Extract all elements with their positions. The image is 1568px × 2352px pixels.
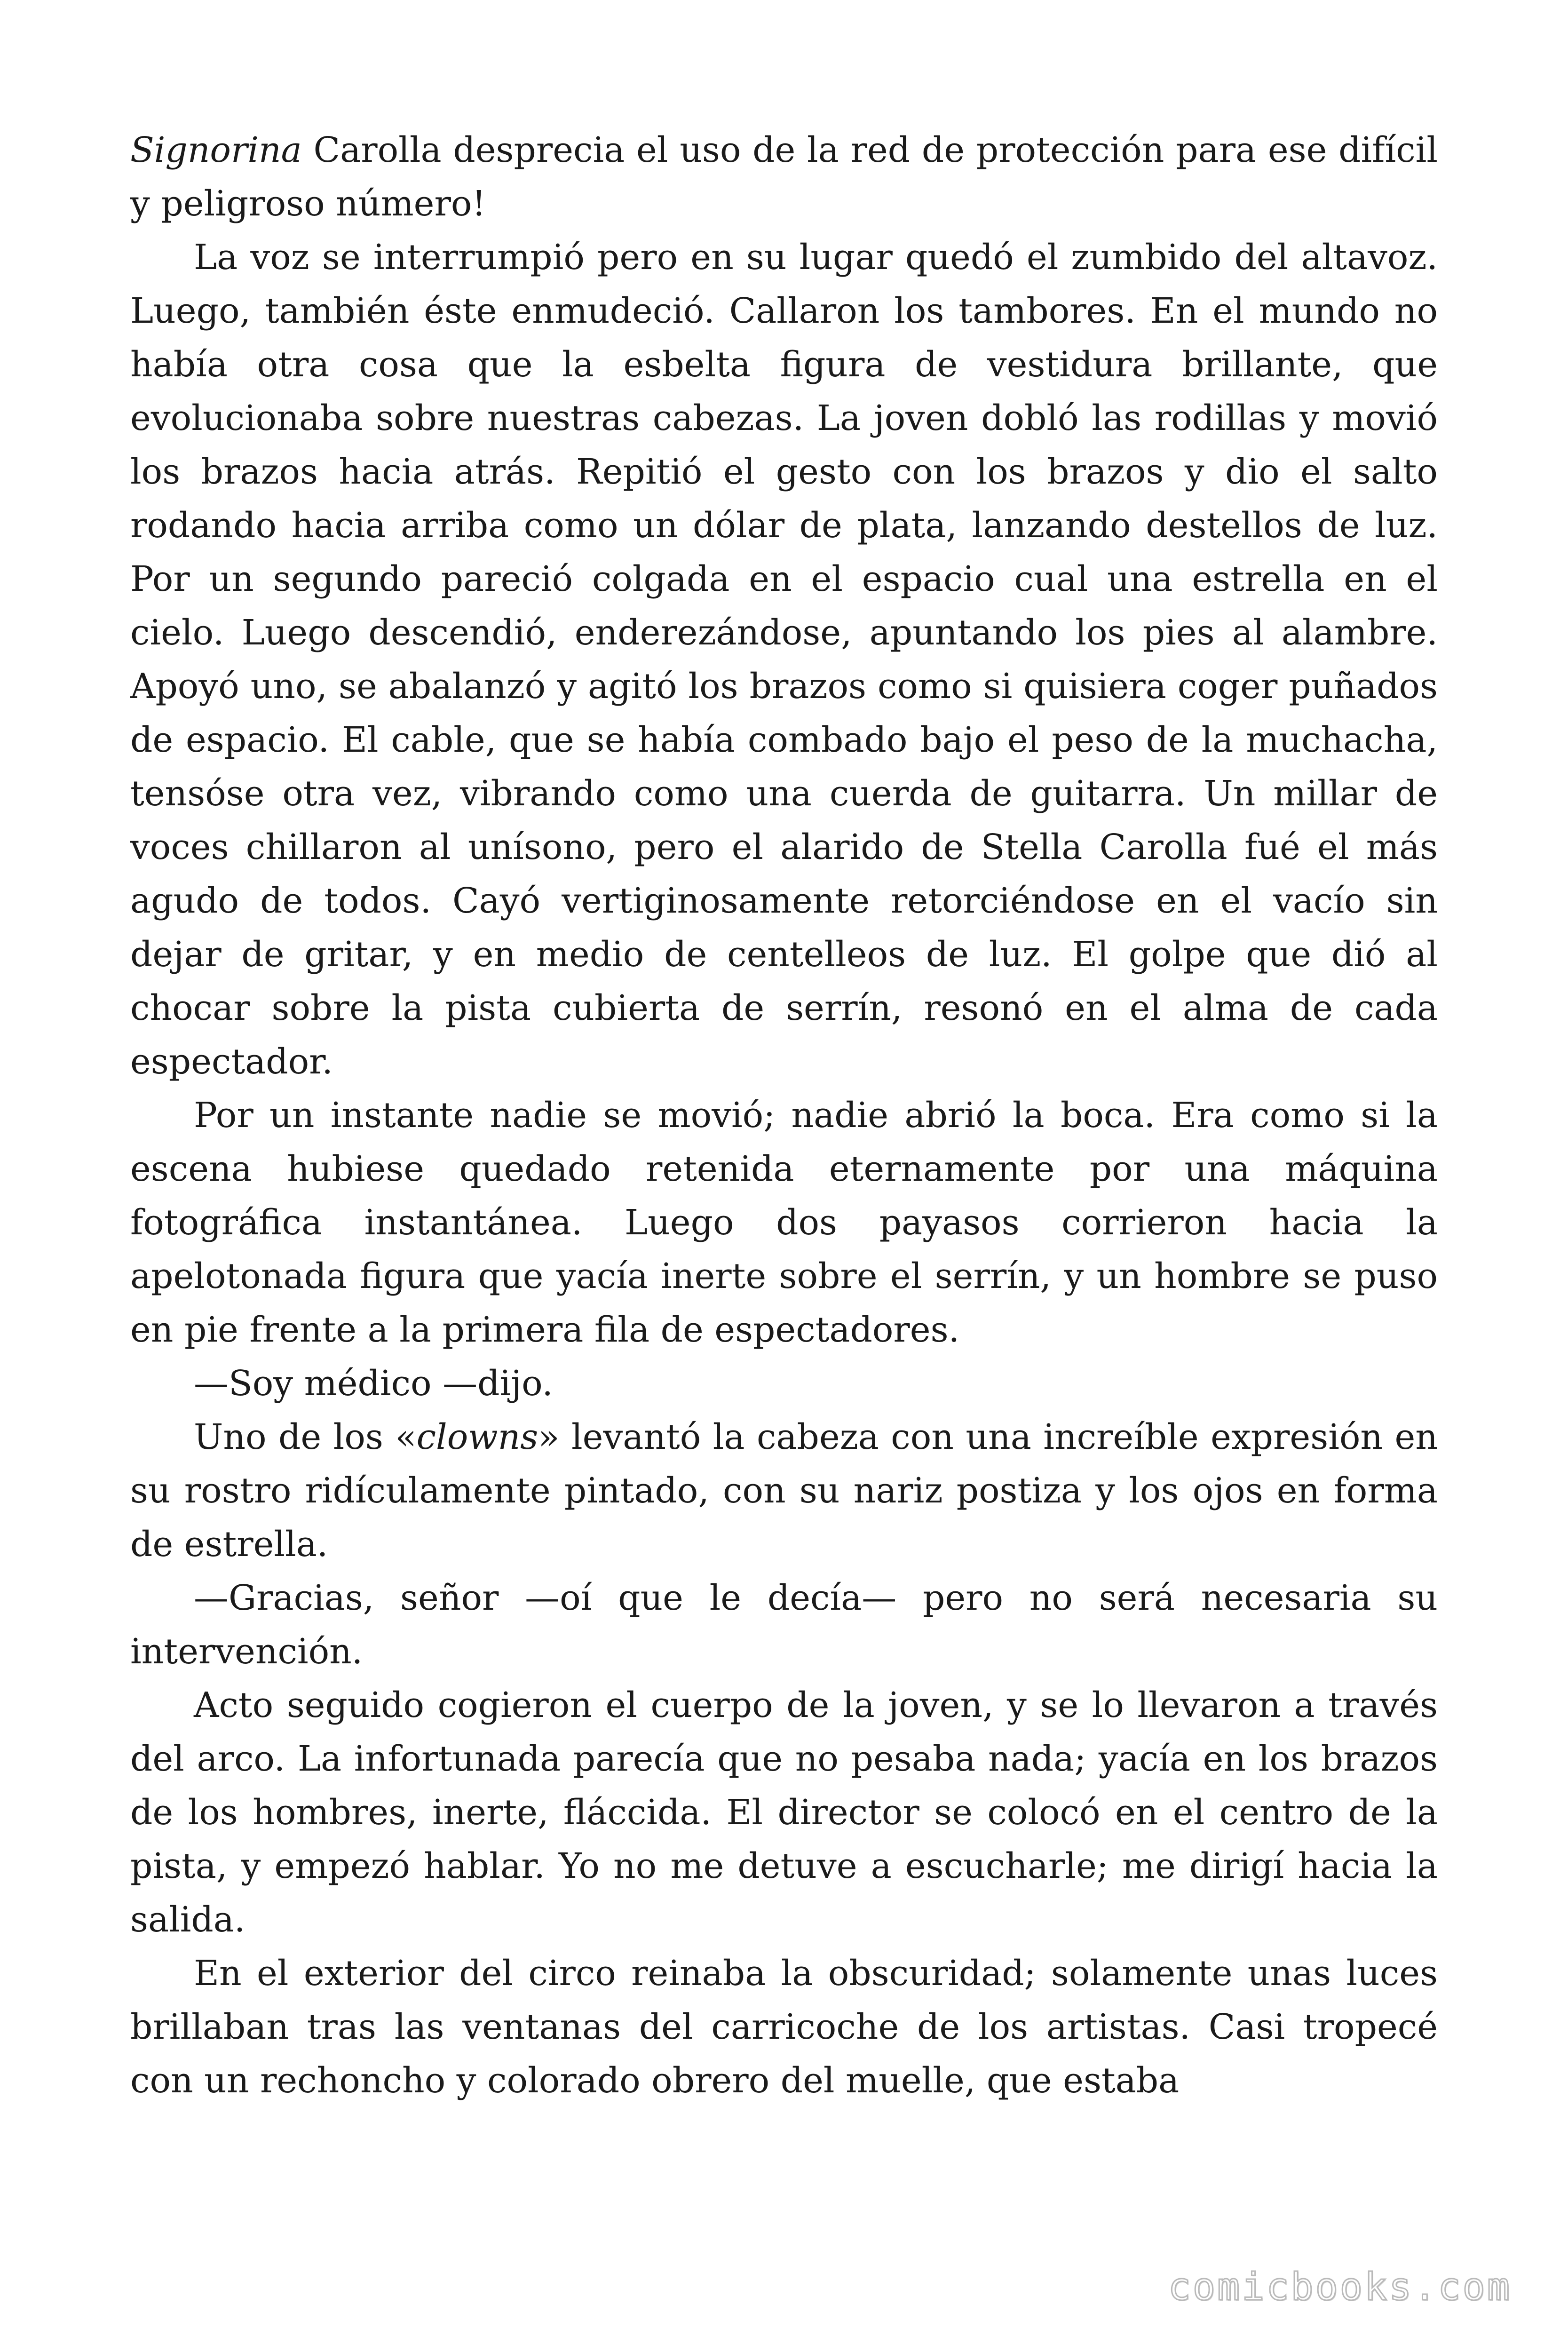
paragraph-1 [130, 123, 1438, 230]
paragraph-7: Acto seguido cogieron el cuerpo de la joven, y se lo llevaron a través del arco. La infortunada parecía que no pesaba nada; yacía en los brazos de los hombres, inerte, fláccida. El director se colocó en el centro de la pista, y empezó hablar. Yo no me detuve a escucharle; me dirigí hacia la salida. [130, 1685, 1438, 1940]
italic-lead-signorina: Signorina [130, 130, 302, 170]
paragraph-4-dialogue: —Soy médico —dijo. [194, 1363, 553, 1404]
paragraph-5-pre: Uno de los « [194, 1417, 417, 1457]
watermark-logo: comicbooks.com [1168, 2265, 1512, 2309]
paragraph-2: La voz se interrumpió pero en su lugar quedó el zumbido del altavoz. Luego, también éste enmudeció. Callaron los tambores. En el mundo no había otra cosa que la esbelta figura de vestidura brillante, que evolucionaba sobre nuestras cabezas. La joven dobló las rodillas y movió los brazos hacia atrás. Repitió el gesto con los brazos y dio el salto rodando hacia arriba como un dólar de plata, lanzando destellos de luz. Por un segundo pareció colgada en el espacio cual una estrella en el cielo. Luego descendió, enderezándose, apuntando los pies al alambre. Apoyó uno, se abalanzó y agitó los brazos como si quisiera coger puñados de espacio. El cable, que se había combado bajo el peso de la muchacha, tensóse otra vez, vibrando como una cuerda de guitarra. Un millar de voces chillaron al unísono, pero el alarido de Stella Carolla fué el más agudo de todos. Cayó vertiginosamente retorciéndose en el vacío sin dejar de gritar, y en medio de centelleos de luz. El golpe que dió al chocar sobre la pista cubierta de serrín, resonó en el alma de cada espectador. [130, 237, 1438, 1082]
paragraph-3: Por un instante nadie se movió; nadie abrió la boca. Era como si la escena hubiese quedado retenida eternamente por una máquina fotográfica instantánea. Luego dos payasos corrieron hacia la apelotonada figura que yacía inerte sobre el serrín, y un hombre se puso en pie frente a la primera fila de espectadores. [130, 1095, 1438, 1350]
body-text [130, 123, 1438, 2107]
paragraph-6-dialogue: —Gracias, señor —oí que le decía— pero no será necesaria su intervención. [130, 1578, 1438, 1672]
paragraph-5-text: » levantó la cabeza con una increíble expresión en su rostro ridículamente pintado, con su nariz postiza y los ojos en forma de estrella. [130, 1417, 1438, 1565]
italic-clowns: clowns [416, 1417, 539, 1457]
paragraph-1-text: Carolla desprecia el uso de la red de protección para ese difícil y peligroso número! [130, 130, 1438, 224]
paragraph-5 [130, 1410, 1438, 1571]
paragraph-8: En el exterior del circo reinaba la obscuridad; solamente unas luces brillaban tras las ventanas del carricoche de los artistas. Casi tropecé con un rechoncho y colorado obrero del muelle, que estaba [130, 1953, 1438, 2101]
